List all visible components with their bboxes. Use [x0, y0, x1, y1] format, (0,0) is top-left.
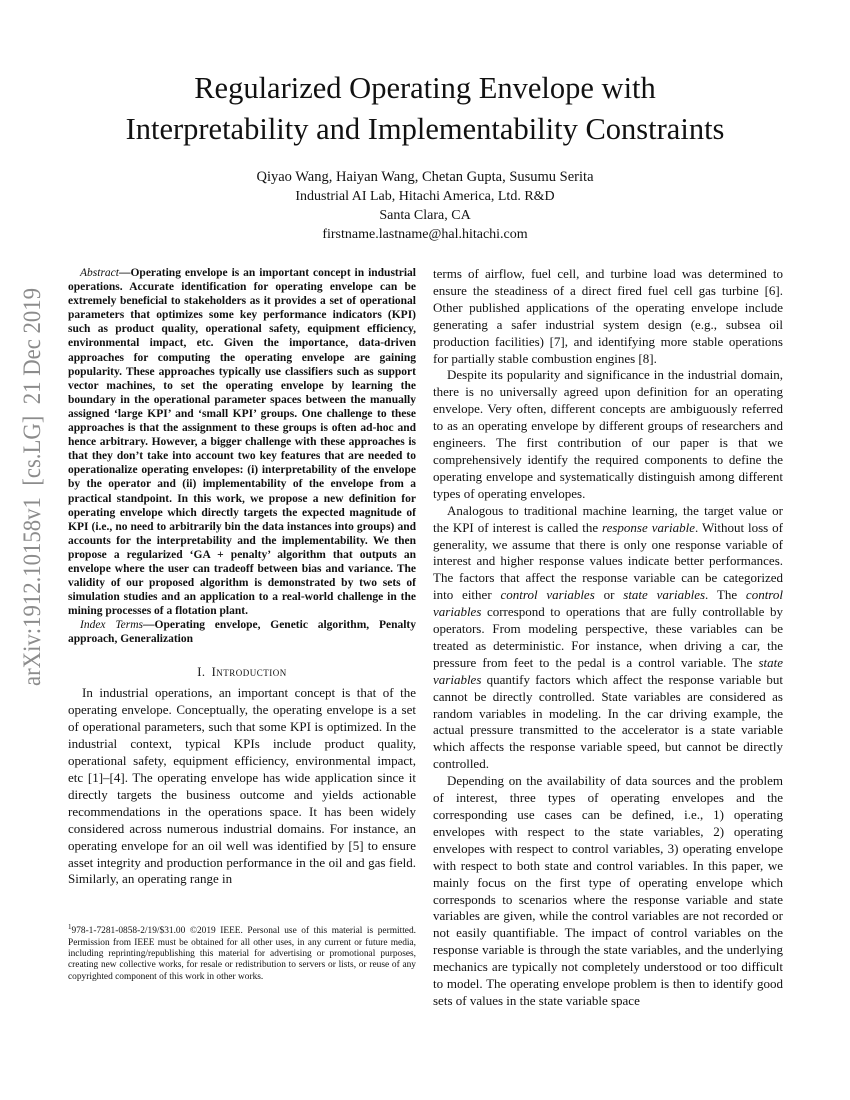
footnote-mark: 1: [68, 923, 72, 931]
text-run: . Without loss of generality, we assume that there is only one response variable of interest and higher response values indicate better performances. The factors that affect the response variable can be categorized into either: [433, 519, 783, 603]
text-run: Analogous to traditional machine learning, the target value or the KPI of interest is called the: [433, 502, 783, 535]
author-block: [0, 168, 850, 244]
index-terms-text: —Operating envelope, Genetic algorithm, Penalty approach, Generalization: [68, 619, 416, 646]
term-response-variable: response variable: [602, 519, 696, 535]
left-column: [68, 266, 416, 888]
author-affiliation: Industrial AI Lab, Hitachi America, Ltd. R&D: [295, 189, 555, 204]
title-line-2: Interpretability and Implementability Constraints: [125, 112, 725, 146]
footnote-text: 978-1-7281-0858-2/19/$31.00 ©2019 IEEE. Personal use of this material is permitted. Permission from IEEE must be obtained for all other uses, in any current or future media, including reprinting/republishing this material for advertising or promotional purposes, creating new collective works, for resale or redistribution to servers or lists, or reuse of any copyrighted component of this work in other works.: [68, 926, 416, 982]
right-paragraph-1: terms of airflow, fuel cell, and turbine load was determined to ensure the steadiness of a direct fired fuel cell gas turbine [6]. Other published applications of the operating envelope include generating a safer industrial system design (e.g., subsea oil production facilities) [7], and identifying more stable operations for partially stable combustion engines [8].: [433, 266, 783, 366]
term-state-variables: state variables: [433, 654, 783, 687]
text-run: or: [594, 587, 624, 603]
arxiv-identifier-text: arXiv:1912.10158v1 [cs.LG] 21 Dec 2019: [19, 288, 46, 686]
right-paragraph-4: Depending on the availability of data sources and the problem of interest, three types of operating envelopes and the corresponding use cases can be defined, i.e., 1) operating envelopes with respect to the state variables, 2) operating envelopes with respect to control variables, 3) operating envelope with respect to both state and control variables. In this paper, we mainly focus on the first type of operating envelope which corresponds to scenarios where the response variable and state variables are given, while the control variables are not recorded or not easily quantifiable. The impact of control variables on the response variable is through the state variables, and the underlying mechanics are typically not completely understood or too difficult to model. The operating envelope problem is then to identify good sets of values in the state variable space: [433, 773, 783, 1008]
author-names: Qiyao Wang, Haiyan Wang, Chetan Gupta, Susumu Serita: [256, 169, 594, 185]
abstract: [68, 266, 416, 618]
section-heading-introduction: [68, 664, 416, 681]
section-number: I.: [197, 664, 206, 679]
index-terms: [68, 618, 416, 646]
intro-paragraph-1: In industrial operations, an important concept is that of the operating envelope. Conceptually, the operating envelope is a set of operational parameters, such that some KPI is optimized. In the industrial context, typical KPIs include product quality, operational safety, equipment efficiency, environmental impact, etc [1]–[4]. The operating envelope has wide application since it directly targets the business outcome and yields actionable recommendations in the operations space. It has been widely considered across numerous industrial domains. For instance, an operating envelope for an oil well was identified by [5] to ensure asset integrity and production performance in the oil and gas field. Similarly, an operating range in: [68, 685, 416, 887]
arxiv-identifier-stamp: [6, 288, 50, 688]
term-state-variables: state variables: [623, 587, 706, 603]
abstract-label: Abstract: [80, 267, 119, 279]
copyright-footnote: [68, 922, 416, 983]
right-paragraph-3: [433, 503, 783, 774]
title-line-1: Regularized Operating Envelope with: [194, 71, 656, 105]
term-control-variables: control variables: [433, 587, 783, 620]
paper-title: [0, 68, 850, 150]
right-column: [433, 266, 783, 1010]
text-run: correspond to operations that are fully controllable by operators. From modeling perspective, these variables can be treated as deterministic. For instance, when driving a car, the pressure from feet to the pedal is a control variable. The: [433, 604, 783, 670]
section-title: Introduction: [211, 664, 287, 679]
author-location: Santa Clara, CA: [379, 208, 471, 223]
right-paragraph-2: Despite its popularity and significance in the industrial domain, there is no universally agreed upon definition for an operating envelope. Very often, different concepts are ambiguously referred to as an operating envelope by different groups of researchers and engineers. The first contribution of our paper is that we comprehensively identify the required components to define the operating envelope and systematically distinguish among different types of operating envelopes.: [433, 367, 783, 501]
term-control-variables: control variables: [500, 587, 595, 603]
author-email: firstname.lastname@hal.hitachi.com: [322, 227, 528, 242]
abstract-text: —Operating envelope is an important concept in industrial operations. Accurate identification for operating envelope can be extremely beneficial to stakeholders as it provides a set of operational parameters that optimizes some key performance indicators (KPI) such as product quality, operational safety, equipment efficiency, environmental impact, etc. Given the importance, data-driven approaches for computing the operating envelope are gaining popularity. These approaches typically use classifiers such as support vector machines, to set the operating envelope by learning the boundary in the operational parameter spaces between the manually assigned ‘large KPI’ and ‘small KPI’ groups. One challenge to these approaches is that the assignment to these groups is often ad-hoc and hence arbitrary. However, a bigger challenge with these approaches is that they don’t take into account two key features that are needed to operationalize operating envelopes: (i) interpretability of the envelope by the operator and (ii) implementability of the envelope from a practical standpoint. In this work, we propose a new definition for operating envelope which directly targets the expected magnitude of KPI (i.e., no need to arbitrarily bin the data instances into groups) and accounts for the interpretability and the implementability. We then propose a regularized ‘GA + penalty’ algorithm that outputs an envelope where the user can tradeoff between bias and variance. The validity of our proposed algorithm is demonstrated by two sets of simulation studies and an application to a real-world challenge in the mining processes of a flotation plant.: [68, 267, 416, 618]
index-terms-label: Index Terms: [80, 619, 144, 632]
text-run: quantify factors which affect the response variable but cannot be directly controlled. State variables are considered as random variables in modeling. In the car driving example, the actual pressure transmitted to the accelerator is a state variable which affects the response variable speed, but cannot be directly controlled.: [433, 671, 783, 772]
text-run: . The: [705, 587, 746, 603]
